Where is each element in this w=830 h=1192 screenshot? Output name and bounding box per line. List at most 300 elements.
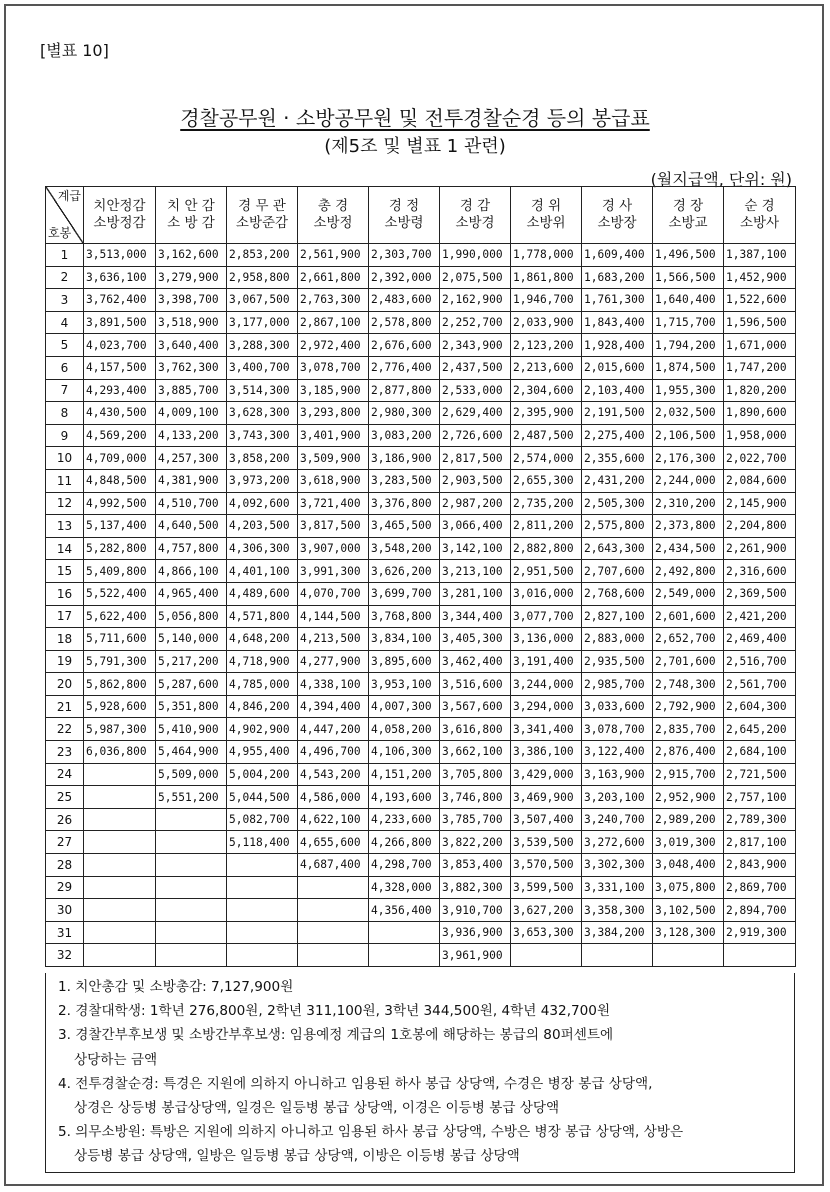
salary-cell: 4,298,700 [369,854,440,877]
step-cell: 19 [46,650,84,673]
salary-cell: 4,586,000 [298,786,369,809]
salary-cell: 1,794,200 [653,334,724,357]
salary-cell: 2,103,400 [582,379,653,402]
note-item-continuation: 상당하는 금액 [74,1051,158,1068]
salary-cell: 3,570,500 [511,854,582,877]
salary-cell: 5,791,300 [84,650,156,673]
salary-cell: 1,747,200 [724,356,796,379]
salary-cell: 2,492,800 [653,560,724,583]
table-row [46,492,796,515]
salary-cell: 2,987,200 [440,492,511,515]
salary-cell: 3,272,600 [582,831,653,854]
salary-cell: 3,191,400 [511,650,582,673]
salary-cell: 1,778,000 [511,244,582,267]
salary-cell: 4,257,300 [156,447,227,470]
salary-cell: 3,400,700 [227,356,298,379]
step-cell: 1 [46,244,84,267]
salary-cell [511,944,582,967]
salary-cell: 5,464,900 [156,741,227,764]
salary-cell [156,921,227,944]
step-cell: 2 [46,266,84,289]
salary-cell: 3,067,500 [227,289,298,312]
salary-cell: 3,953,100 [369,673,440,696]
salary-cell: 2,275,400 [582,424,653,447]
salary-cell: 5,282,800 [84,537,156,560]
salary-cell: 2,303,700 [369,244,440,267]
salary-cell: 3,699,700 [369,582,440,605]
salary-cell: 3,910,700 [440,899,511,922]
note-item-continuation: 상등병 봉급 상당액, 일방은 일등병 봉급 상당액, 이방은 이등병 봉급 상당액 [74,1148,520,1165]
col-header: 치 안 감 소 방 감 [156,187,227,244]
salary-cell: 3,293,800 [298,402,369,425]
step-cell: 10 [46,447,84,470]
salary-cell: 2,123,200 [511,334,582,357]
salary-cell: 4,058,200 [369,718,440,741]
step-cell: 25 [46,786,84,809]
salary-cell: 3,078,700 [298,356,369,379]
notes-box [45,973,795,1173]
note-item-continuation: 상경은 상등병 봉급상당액, 일경은 일등병 봉급 상당액, 이경은 이등병 봉급 상당액 [74,1100,560,1117]
note-item: 5. 의무소방원: 특방은 지원에 의하지 아니하고 임용된 하사 봉급 상당액, 수방은 병장 봉급 상당액, 상방은 [58,1124,684,1141]
salary-cell: 3,162,600 [156,244,227,267]
salary-cell: 2,915,700 [653,763,724,786]
salary-cell: 2,355,600 [582,447,653,470]
salary-cell: 2,869,700 [724,876,796,899]
salary-cell: 3,016,000 [511,582,582,605]
salary-cell: 3,019,300 [653,831,724,854]
salary-cell: 2,487,500 [511,424,582,447]
salary-cell [84,831,156,854]
salary-cell: 2,369,500 [724,582,796,605]
salary-cell: 3,961,900 [440,944,511,967]
salary-cell: 4,648,200 [227,628,298,651]
salary-cell: 5,522,400 [84,582,156,605]
salary-cell: 2,757,100 [724,786,796,809]
col-header: 경 감 소방경 [440,187,511,244]
salary-cell: 4,510,700 [156,492,227,515]
salary-cell: 3,122,400 [582,741,653,764]
salary-cell [84,763,156,786]
salary-cell: 2,726,600 [440,424,511,447]
salary-cell: 2,661,800 [298,266,369,289]
salary-cell [227,876,298,899]
step-cell: 13 [46,515,84,538]
table-body [46,244,796,967]
document-title: 경찰공무원 · 소방공무원 및 전투경찰순경 등의 봉급표 [180,106,650,130]
salary-cell: 3,858,200 [227,447,298,470]
salary-cell: 4,401,100 [227,560,298,583]
salary-cell: 3,853,400 [440,854,511,877]
salary-cell [298,944,369,967]
salary-cell: 2,629,400 [440,402,511,425]
salary-cell: 5,217,200 [156,650,227,673]
salary-cell: 4,133,200 [156,424,227,447]
salary-cell [84,944,156,967]
salary-cell: 3,078,700 [582,718,653,741]
salary-cell: 1,496,500 [653,244,724,267]
table-row [46,650,796,673]
salary-cell: 2,643,300 [582,537,653,560]
salary-cell: 2,431,200 [582,469,653,492]
table-row [46,537,796,560]
salary-cell: 2,316,600 [724,560,796,583]
salary-cell: 4,709,000 [84,447,156,470]
salary-cell: 3,358,300 [582,899,653,922]
salary-cell: 5,082,700 [227,808,298,831]
salary-cell: 2,483,600 [369,289,440,312]
salary-cell: 3,279,900 [156,266,227,289]
salary-cell: 3,376,800 [369,492,440,515]
salary-cell: 1,566,500 [653,266,724,289]
salary-cell: 2,652,700 [653,628,724,651]
salary-cell: 2,033,900 [511,311,582,334]
salary-cell: 3,822,200 [440,831,511,854]
salary-cell [84,786,156,809]
salary-cell: 3,077,700 [511,605,582,628]
salary-cell: 2,817,100 [724,831,796,854]
salary-cell [156,854,227,877]
col-header: 치안정감 소방정감 [84,187,156,244]
salary-cell: 4,106,300 [369,741,440,764]
salary-cell: 2,261,900 [724,537,796,560]
salary-cell: 5,044,500 [227,786,298,809]
salary-cell: 2,768,600 [582,582,653,605]
salary-cell: 4,213,500 [298,628,369,651]
col-header: 경 위 소방위 [511,187,582,244]
table-row [46,605,796,628]
salary-cell: 3,185,900 [298,379,369,402]
salary-cell: 2,204,800 [724,515,796,538]
salary-cell: 4,023,700 [84,334,156,357]
salary-cell: 3,936,900 [440,921,511,944]
table-row [46,469,796,492]
salary-cell: 4,640,500 [156,515,227,538]
salary-cell: 2,575,800 [582,515,653,538]
salary-cell: 3,401,900 [298,424,369,447]
salary-cell: 4,009,100 [156,402,227,425]
salary-cell: 2,985,700 [582,673,653,696]
step-cell: 11 [46,469,84,492]
salary-cell: 2,903,500 [440,469,511,492]
salary-cell: 3,203,100 [582,786,653,809]
salary-cell: 3,513,000 [84,244,156,267]
note-item: 2. 경찰대학생: 1학년 276,800원, 2학년 311,100원, 3학년 344,500원, 4학년 432,700원 [58,1003,611,1020]
salary-cell: 5,137,400 [84,515,156,538]
salary-cell: 1,820,200 [724,379,796,402]
salary-table [45,186,796,967]
salary-cell: 3,636,100 [84,266,156,289]
salary-cell: 3,083,200 [369,424,440,447]
corner-step-label: 호봉 [48,226,72,240]
salary-cell: 3,302,300 [582,854,653,877]
salary-cell: 5,551,200 [156,786,227,809]
table-row [46,876,796,899]
salary-cell [84,899,156,922]
salary-cell: 2,373,800 [653,515,724,538]
salary-cell: 4,718,900 [227,650,298,673]
salary-cell: 3,895,600 [369,650,440,673]
salary-cell: 1,890,600 [724,402,796,425]
table-row [46,673,796,696]
salary-cell: 2,676,600 [369,334,440,357]
salary-cell: 4,306,300 [227,537,298,560]
salary-cell: 5,987,300 [84,718,156,741]
salary-cell: 3,516,600 [440,673,511,696]
salary-cell: 4,489,600 [227,582,298,605]
salary-cell: 2,310,200 [653,492,724,515]
salary-cell: 2,789,300 [724,808,796,831]
table-row [46,402,796,425]
salary-cell [369,921,440,944]
salary-cell [156,899,227,922]
note-item: 4. 전투경찰순경: 특경은 지원에 의하지 아니하고 임용된 하사 봉급 상당액, 수경은 병장 봉급 상당액, [58,1075,653,1092]
salary-cell: 3,662,100 [440,741,511,764]
salary-cell: 3,386,100 [511,741,582,764]
salary-cell: 4,848,500 [84,469,156,492]
salary-cell [84,876,156,899]
salary-cell [653,944,724,967]
salary-cell: 1,683,200 [582,266,653,289]
salary-cell: 4,356,400 [369,899,440,922]
salary-cell [84,854,156,877]
salary-cell: 4,144,500 [298,605,369,628]
salary-cell: 2,894,700 [724,899,796,922]
salary-cell: 2,853,200 [227,244,298,267]
salary-cell: 2,843,900 [724,854,796,877]
salary-cell: 2,827,100 [582,605,653,628]
salary-cell: 4,622,100 [298,808,369,831]
salary-cell: 2,958,800 [227,266,298,289]
salary-cell: 2,469,400 [724,628,796,651]
salary-cell: 3,599,500 [511,876,582,899]
salary-cell: 2,392,000 [369,266,440,289]
salary-cell: 3,405,300 [440,628,511,651]
salary-cell: 1,874,500 [653,356,724,379]
salary-cell: 1,522,600 [724,289,796,312]
step-cell: 26 [46,808,84,831]
salary-cell: 4,992,500 [84,492,156,515]
salary-cell: 4,151,200 [369,763,440,786]
salary-cell: 5,711,600 [84,628,156,651]
salary-cell: 4,571,800 [227,605,298,628]
salary-cell: 2,015,600 [582,356,653,379]
table-row [46,628,796,651]
salary-cell [298,899,369,922]
salary-cell: 4,277,900 [298,650,369,673]
salary-cell: 1,715,700 [653,311,724,334]
salary-cell: 3,627,200 [511,899,582,922]
col-header: 총 경 소방정 [298,187,369,244]
salary-cell: 3,341,400 [511,718,582,741]
salary-cell: 2,735,200 [511,492,582,515]
step-cell: 29 [46,876,84,899]
salary-cell: 3,244,000 [511,673,582,696]
salary-cell: 2,561,700 [724,673,796,696]
salary-cell [156,944,227,967]
salary-cell: 2,244,000 [653,469,724,492]
salary-cell: 2,989,200 [653,808,724,831]
salary-cell: 2,972,400 [298,334,369,357]
salary-cell: 4,569,200 [84,424,156,447]
table-row [46,356,796,379]
salary-cell: 3,288,300 [227,334,298,357]
salary-cell: 2,145,900 [724,492,796,515]
salary-cell: 2,533,000 [440,379,511,402]
salary-cell: 3,628,300 [227,402,298,425]
salary-cell: 3,705,800 [440,763,511,786]
salary-cell: 2,935,500 [582,650,653,673]
step-cell: 18 [46,628,84,651]
salary-cell: 3,834,100 [369,628,440,651]
salary-cell: 1,387,100 [724,244,796,267]
salary-cell: 2,421,200 [724,605,796,628]
table-row [46,244,796,267]
salary-cell: 3,768,800 [369,605,440,628]
salary-cell: 3,885,700 [156,379,227,402]
salary-cell: 5,287,600 [156,673,227,696]
table-row [46,515,796,538]
salary-cell: 3,294,000 [511,695,582,718]
salary-cell: 3,331,100 [582,876,653,899]
salary-cell: 2,951,500 [511,560,582,583]
salary-cell: 3,213,100 [440,560,511,583]
salary-cell: 3,539,500 [511,831,582,854]
table-row [46,311,796,334]
salary-cell: 3,163,900 [582,763,653,786]
salary-cell: 6,036,800 [84,741,156,764]
salary-cell: 1,761,300 [582,289,653,312]
salary-cell: 5,118,400 [227,831,298,854]
step-cell: 20 [46,673,84,696]
table-header-row [46,187,796,244]
step-cell: 12 [46,492,84,515]
salary-cell: 4,007,300 [369,695,440,718]
salary-cell: 3,653,300 [511,921,582,944]
salary-cell: 1,958,000 [724,424,796,447]
salary-cell: 3,882,300 [440,876,511,899]
salary-cell: 3,743,300 [227,424,298,447]
salary-cell: 3,746,800 [440,786,511,809]
salary-cell: 3,640,400 [156,334,227,357]
table-row [46,379,796,402]
table-row [46,831,796,854]
salary-cell: 4,866,100 [156,560,227,583]
step-cell: 5 [46,334,84,357]
salary-cell: 1,671,000 [724,334,796,357]
salary-cell: 3,136,000 [511,628,582,651]
salary-cell: 2,919,300 [724,921,796,944]
salary-cell: 3,762,400 [84,289,156,312]
salary-cell: 1,596,500 [724,311,796,334]
salary-cell: 2,721,500 [724,763,796,786]
table-row [46,763,796,786]
salary-cell: 2,304,600 [511,379,582,402]
salary-cell: 3,762,300 [156,356,227,379]
salary-cell: 3,281,100 [440,582,511,605]
table-row [46,854,796,877]
col-header: 경 무 관 소방준감 [227,187,298,244]
salary-cell: 5,509,000 [156,763,227,786]
salary-cell: 2,655,300 [511,469,582,492]
salary-cell: 1,452,900 [724,266,796,289]
corner-rank-label: 계급 [57,189,81,203]
salary-cell: 2,707,600 [582,560,653,583]
salary-cell: 2,084,600 [724,469,796,492]
salary-cell: 3,142,100 [440,537,511,560]
salary-cell: 4,496,700 [298,741,369,764]
salary-cell: 4,157,500 [84,356,156,379]
salary-cell: 3,973,200 [227,469,298,492]
step-cell: 6 [46,356,84,379]
salary-cell: 2,176,300 [653,447,724,470]
salary-cell: 5,351,800 [156,695,227,718]
salary-cell: 3,462,400 [440,650,511,673]
salary-cell [227,854,298,877]
salary-cell: 1,861,800 [511,266,582,289]
salary-cell: 4,955,400 [227,741,298,764]
step-cell: 27 [46,831,84,854]
salary-cell: 3,817,500 [298,515,369,538]
step-cell: 8 [46,402,84,425]
salary-cell: 3,469,900 [511,786,582,809]
salary-cell: 1,955,300 [653,379,724,402]
step-cell: 30 [46,899,84,922]
salary-cell: 3,384,200 [582,921,653,944]
salary-cell: 2,191,500 [582,402,653,425]
salary-cell: 3,721,400 [298,492,369,515]
salary-cell: 4,785,000 [227,673,298,696]
salary-cell: 5,004,200 [227,763,298,786]
salary-cell: 2,162,900 [440,289,511,312]
table-row [46,741,796,764]
step-cell: 3 [46,289,84,312]
salary-cell: 2,075,500 [440,266,511,289]
note-item: 1. 치안총감 및 소방총감: 7,127,900원 [58,979,294,995]
salary-cell [298,876,369,899]
salary-cell: 4,266,800 [369,831,440,854]
step-cell: 14 [46,537,84,560]
col-header: 경 정 소방령 [369,187,440,244]
salary-cell: 4,655,600 [298,831,369,854]
salary-cell: 1,946,700 [511,289,582,312]
salary-cell: 2,701,600 [653,650,724,673]
salary-cell: 2,980,300 [369,402,440,425]
salary-cell: 2,867,100 [298,311,369,334]
table-row [46,808,796,831]
note-item: 3. 경찰간부후보생 및 소방간부후보생: 임용예정 계급의 1호봉에 해당하는 봉급의 80퍼센트에 [58,1027,614,1044]
step-cell: 17 [46,605,84,628]
col-header: 경 장 소방교 [653,187,724,244]
salary-cell [156,831,227,854]
step-cell: 4 [46,311,84,334]
salary-cell: 2,645,200 [724,718,796,741]
table-row [46,944,796,967]
salary-cell: 3,465,500 [369,515,440,538]
salary-cell: 2,574,000 [511,447,582,470]
salary-cell: 3,785,700 [440,808,511,831]
step-cell: 22 [46,718,84,741]
salary-cell: 2,835,700 [653,718,724,741]
salary-cell: 2,876,400 [653,741,724,764]
salary-cell: 3,429,000 [511,763,582,786]
salary-cell: 3,102,500 [653,899,724,922]
salary-cell: 2,578,800 [369,311,440,334]
salary-cell: 2,817,500 [440,447,511,470]
salary-cell: 2,684,100 [724,741,796,764]
salary-cell: 3,509,900 [298,447,369,470]
salary-cell: 2,434,500 [653,537,724,560]
salary-cell: 4,338,100 [298,673,369,696]
